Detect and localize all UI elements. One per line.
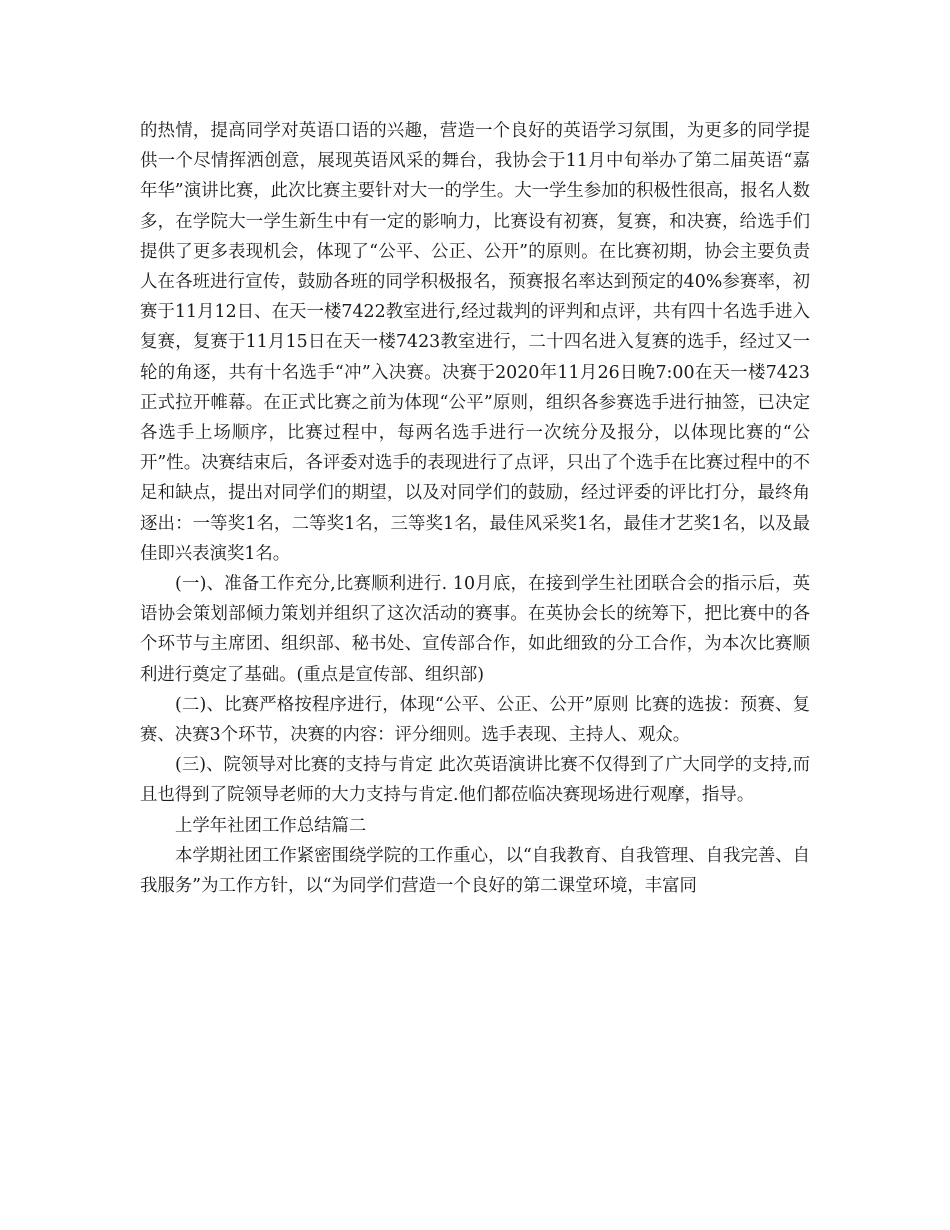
paragraph-contest-procedure: (二)、比赛严格按程序进行，体现“公平、公正、公开”原则 比赛的选拔：预赛、复赛、决赛3个环节，决赛的内容：评分细则。选手表现、主持人、观众。 [140,694,810,746]
paragraph-leadership-support: (三)、院领导对比赛的支持与肯定 此次英语演讲比赛不仅得到了广大同学的支持,而且也得到了院领导老师的大力支持与肯定.他们都莅临决赛现场进行观摩，指导。 [140,755,810,806]
paragraph-preparation-work: (一)、准备工作充分,比赛顺利进行. 10月底，在接到学生社团联合会的指示后，英语协会策划部倾力策划并组织了这次活动的赛事。在英协会长的统筹下，把比赛中的各个环节与主席团、组织部、秘书处、宣传部合作，如此细致的分工合作，为本次比赛顺利进行奠定了基础。(重点是宣传部、组织部) [140,574,810,685]
paragraph-speech-contest-summary: 的热情，提高同学对英语口语的兴趣，营造一个良好的英语学习氛围，为更多的同学提供一个尽情挥洒创意，展现英语风采的舞台，我协会于11月中旬举办了第二届英语“嘉年华”演讲比赛，此次比赛主要针对大一的学生。大一学生参加的积极性很高，报名人数多，在学院大一学生新生中有一定的影响力，比赛设有初赛，复赛，和决赛，给选手们提供了更多表现机会，体现了“公平、公正、公开”的原则。在比赛初期，协会主要负责人在各班进行宣传，鼓励各班的同学积极报名，预赛报名率达到预定的40%参赛率，初赛于11月12日、在天一楼7422教室进行,经过裁判的评判和点评，共有四十名选手进入复赛，复赛于11月15日在天一楼7423教室进行，二十四名进入复赛的选手，经过又一轮的角逐，共有十名选手“冲”入决赛。决赛于2020年11月26日晚7:00在天一楼7423正式拉开帷幕。在正式比赛之前为体现“公平”原则，组织各参赛选手进行抽签，已决定各选手上场顺序，比赛过程中，每两名选手进行一次统分及报分，以体现比赛的“公开”性。决赛结束后，各评委对选手的表现进行了点评，只出了个选手在比赛过程中的不足和缺点，提出对同学们的期望，以及对同学们的鼓励，经过评委的评比打分，最终角逐出：一等奖1名，二等奖1名，三等奖1名，最佳风采奖1名，最佳才艺奖1名，以及最佳即兴表演奖1名。 [140,121,810,564]
paragraph-semester-work: 本学期社团工作紧密围绕学院的工作重心，以“自我教育、自我管理、自我完善、自我服务”为工作方针，以“为同学们营造一个良好的第二课堂环境，丰富同 [140,845,810,897]
section-heading: 上学年社团工作总结篇二 [175,815,367,836]
